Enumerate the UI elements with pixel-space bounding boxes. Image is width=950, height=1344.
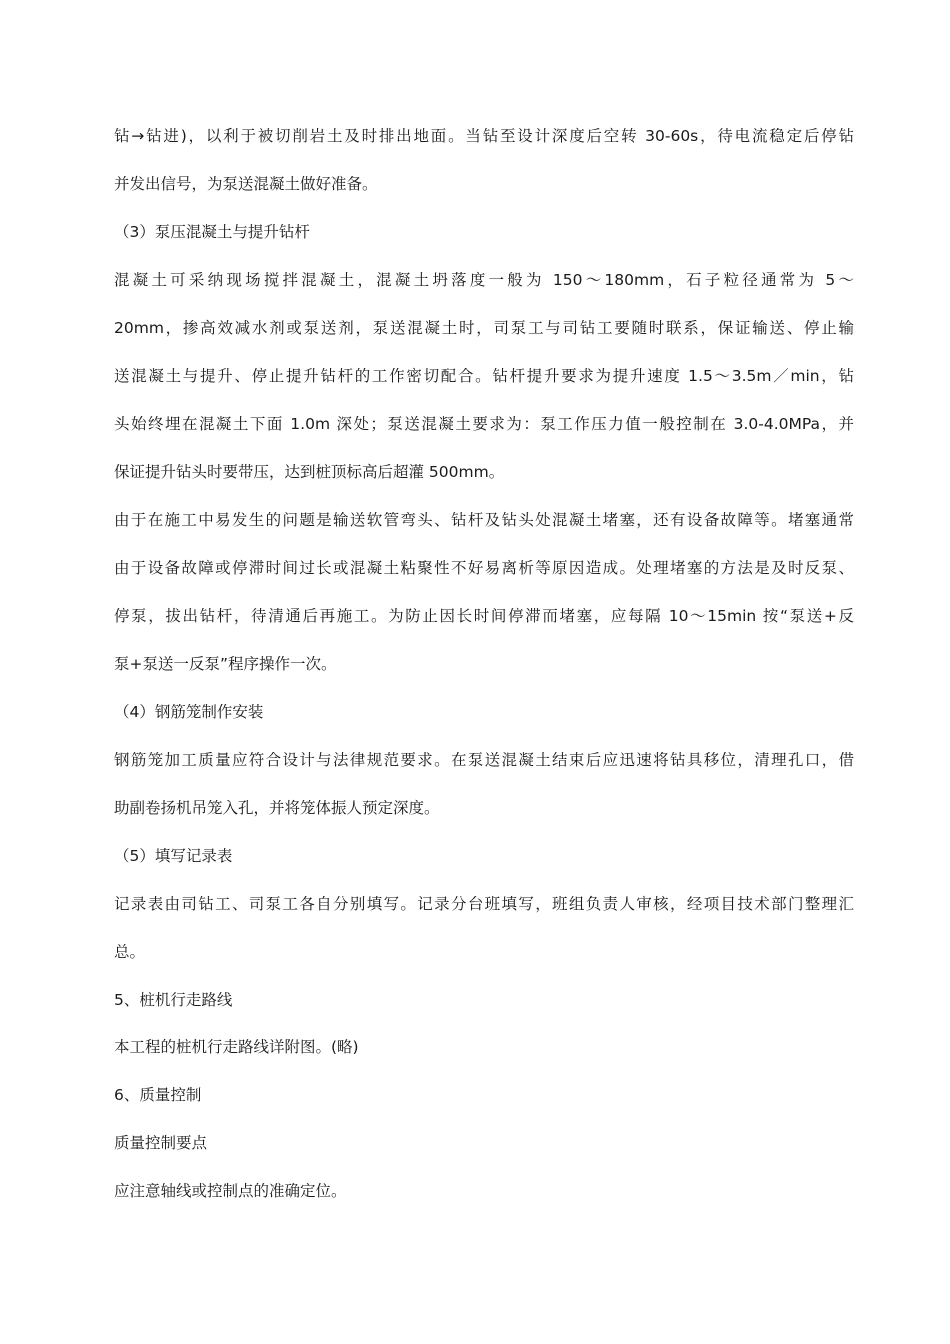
paragraph-line: 记录表由司钻工、司泵工各自分别填写。记录分台班填写，班组负责人审核，经项目技术部门整理汇 (114, 895, 854, 913)
paragraph-line: 并发出信号，为泵送混凝土做好准备。 (114, 175, 378, 193)
paragraph-line: 钢筋笼加工质量应符合设计与法律规范要求。在泵送混凝土结束后应迅速将钻具移位，清理孔口，借 (114, 751, 854, 769)
paragraph-line: 送混凝土与提升、停止提升钻杆的工作密切配合。钻杆提升要求为提升速度 1.5～3.5m／min，钻 (114, 367, 854, 385)
paragraph-line: 钻→钻进)，以利于被切削岩土及时排出地面。当钻至设计深度后空转 30-60s，待电流稳定后停钻 (114, 127, 854, 145)
section-heading: 5、桩机行走路线 (114, 991, 233, 1009)
subsection-heading: 质量控制要点 (114, 1134, 208, 1152)
section-heading: （3）泵压混凝土与提升钻杆 (114, 223, 310, 241)
paragraph-line: 本工程的桩机行走路线详附图。(略) (114, 1038, 359, 1056)
section-heading: （5）填写记录表 (114, 847, 233, 865)
paragraph-line: 由于在施工中易发生的问题是输送软管弯头、钻杆及钻头处混凝土堵塞，还有设备故障等。堵塞通常 (114, 511, 854, 529)
paragraph-line: 由于设备故障或停滞时间过长或混凝土粘聚性不好易离析等原因造成。处理堵塞的方法是及时反泵、 (114, 559, 854, 577)
paragraph-line: 应注意轴线或控制点的准确定位。 (114, 1182, 347, 1200)
paragraph-line: 保证提升钻头时要带压，达到桩顶标高后超灌 500mm。 (114, 463, 505, 481)
paragraph-line: 头始终埋在混凝土下面 1.0m 深处；泵送混凝土要求为：泵工作压力值一般控制在 3.0-4.0MPa，并 (114, 415, 854, 433)
section-heading: （4）钢筋笼制作安装 (114, 703, 264, 721)
paragraph-line: 总。 (114, 943, 146, 961)
section-heading: 6、质量控制 (114, 1086, 202, 1104)
paragraph-line: 助副卷扬机吊笼入孔，并将笼体振人预定深度。 (114, 799, 440, 817)
paragraph-line: 停泵，拔出钻杆，待清通后再施工。为防止因长时间停滞而堵塞，应每隔 10～15min 按“泵送+反 (114, 607, 854, 625)
paragraph-line: 泵+泵送一反泵”程序操作一次。 (114, 655, 337, 673)
paragraph-line: 20mm，掺高效减水剂或泵送剂，泵送混凝土时，司泵工与司钻工要随时联系，保证输送、停止输 (114, 319, 854, 337)
paragraph-line: 混凝土可采纳现场搅拌混凝土，混凝土坍落度一般为 150～180mm，石子粒径通常为 5～ (114, 271, 854, 289)
